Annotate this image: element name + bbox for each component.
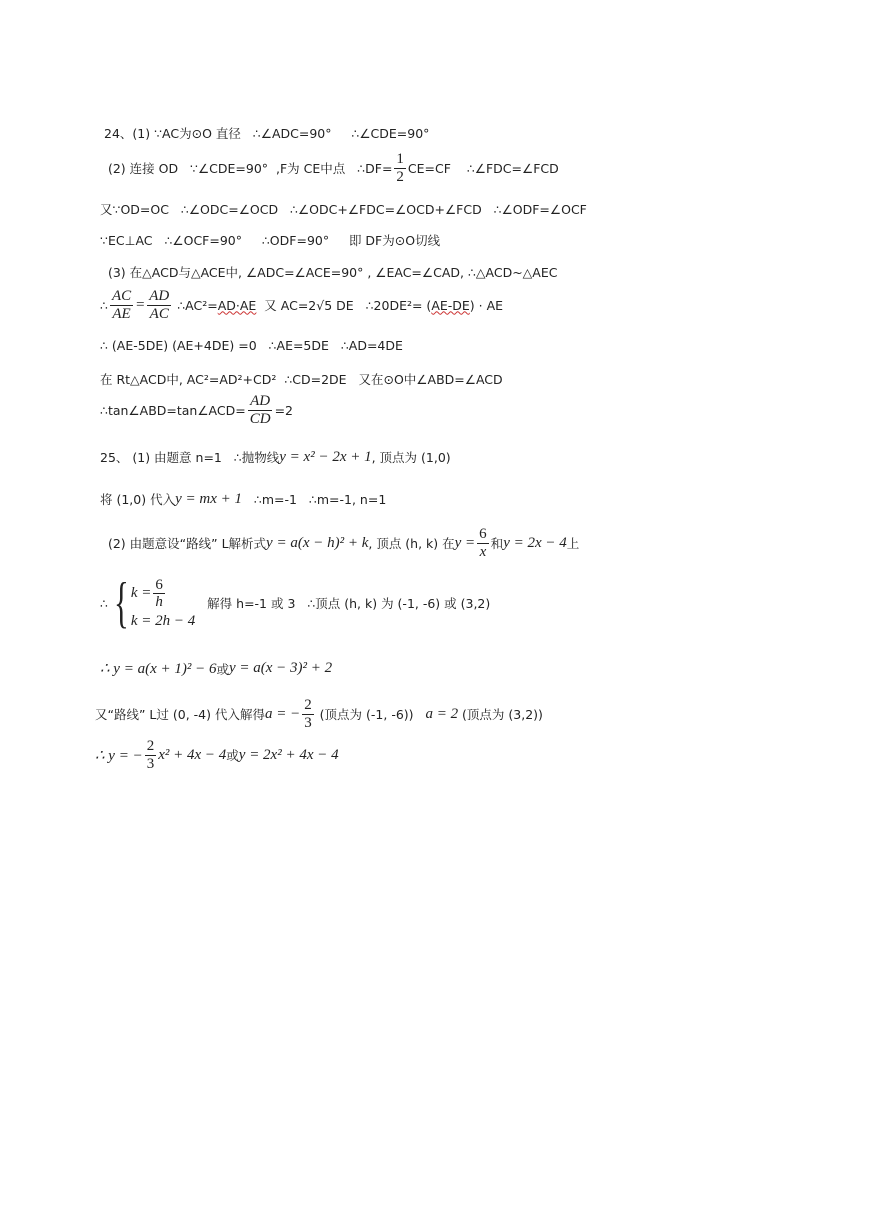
fraction-denominator: 2 [396,168,404,185]
equation-system [108,572,196,634]
spellcheck-underlined-text: AE-DE [431,297,470,313]
parabola-equation: y = x² − 2x + 1 [279,448,372,465]
fraction-one-half [394,151,406,185]
or-text: 或 [216,661,229,677]
fraction-ad-over-ac [147,288,171,322]
q25-part2-text-a: (2) 由题意设“路线” L解析式 [104,536,267,551]
q25-line6-text-a: 又“路线” L过 (0, -4) 代入解得 [95,707,265,722]
fraction-denominator: AE [112,305,131,322]
q24-line6-mid2: 又 AC=2√5 DE ∴20DE²= ( [256,298,432,313]
fraction-six-over-x [477,526,489,560]
system-rows [131,577,195,630]
a-equals-two: a = 2 [425,705,459,722]
q25-line-6 [95,697,543,731]
fraction-numerator: 2 [146,738,155,754]
q24-line6-end: ) · AE [469,297,504,313]
route-solution-2: y = a(x − 3)² + 2 [228,660,333,676]
q24-part3-text: (3) 在△ACD与△ACE中, ∠ADC=∠ACE=90° , ∠EAC=∠CAD, ∴△ACD~△AEC [104,265,558,280]
fraction-denominator: 3 [304,714,312,731]
fraction-two-thirds [302,697,314,731]
q25-part1-text-b: , 顶点为 (1,0) [371,450,451,465]
q24-line9-end: =2 [274,402,293,418]
fraction-six-over-h [153,577,165,611]
q24-line6-mid1: ∴AC²= [173,297,218,313]
fraction-numerator: AD [149,288,170,304]
q24-line-1 [104,124,429,142]
spellcheck-underlined-text: AD·AE [217,297,257,313]
equals-sign: = [135,296,146,313]
q25-part2-and: 和 [490,536,504,551]
fraction-numerator: 1 [396,151,404,167]
q24-part1-text: 24、(1) ∵AC为⊙O 直径 ∴∠ADC=90° ∴∠CDE=90° [104,126,430,141]
system-row-1 [131,577,195,611]
q24-line-6 [100,288,503,322]
q25-line-4 [100,572,491,634]
linear-equation: y = 2x − 4 [503,534,567,551]
fraction-denominator: h [155,594,163,610]
q25-line6-text-c: (顶点为 (3,2)) [458,707,543,722]
system-row-2: k = 2h − 4 [130,612,196,629]
system-row-1-lhs: k = [130,585,152,601]
q25-line2-text-b: ∴m=-1 ∴m=-1, n=1 [242,491,387,507]
fraction-numerator: AD [250,393,271,409]
hyperbola-y-equals: y = [454,534,476,551]
q24-line-3 [100,200,587,218]
fraction-numerator: 2 [304,697,312,713]
q24-line-7 [100,338,403,353]
q25-line-2 [100,490,386,508]
therefore-symbol: ∴ [100,595,108,611]
q25-line4-text: 解得 h=-1 或 3 ∴顶点 (h, k) 为 (-1, -6) 或 (3,2) [195,596,491,611]
q24-line-4 [100,231,440,249]
line-equation: y = mx + 1 [175,490,242,507]
q24-line-2 [104,151,559,185]
q24-line-5 [104,263,557,281]
q24-part2-text-a: (2) 连接 OD ∵∠CDE=90° ,F为 CE中点 ∴DF= [104,161,393,176]
q24-line9-prefix: ∴tan∠ABD=tan∠ACD= [100,402,246,418]
fraction-numerator: 6 [479,526,487,542]
q24-part2-text-b: CE=CF ∴∠FDC=∠FCD [407,160,559,176]
fraction-two-thirds [145,738,157,772]
q24-line4-text: ∵EC⊥AC ∴∠OCF=90° ∴ODF=90° 即 DF为⊙O切线 [100,233,441,248]
fraction-ad-over-cd [248,393,273,427]
fraction-numerator: 6 [155,576,163,593]
fraction-numerator: AC [111,288,132,304]
fraction-denominator: 3 [146,755,155,772]
fraction-denominator: CD [249,410,271,427]
q25-part2-text-b: , 顶点 (h, k) 在 [368,536,455,551]
or-text: 或 [226,748,239,763]
q24-line-9 [100,393,293,427]
q25-part2-text-d: 上 [566,536,580,551]
a-equals-negative: a = − [264,705,301,722]
final-answer-2: y = 2x² + 4x − 4 [238,746,339,763]
final-answer-1: x² + 4x − 4 [158,746,227,763]
fraction-denominator: AC [149,305,169,322]
q25-line6-text-b: (顶点为 (-1, -6)) [315,707,426,722]
q25-line-5 [100,659,332,678]
q25-line2-text-a: 将 (1,0) 代入 [100,492,176,507]
fraction-ac-over-ae [110,288,133,322]
final-answer-prefix: ∴ y = − [95,747,143,764]
fraction-denominator: x [479,543,487,560]
q24-line7-text: ∴ (AE-5DE) (AE+4DE) =0 ∴AE=5DE ∴AD=4DE [100,338,403,353]
q24-line3-text: 又∵OD=OC ∴∠ODC=∠OCD ∴∠ODC+∠FDC=∠OCD+∠FCD ∴∠ODF=∠OCF [100,202,587,217]
left-brace-icon: { [114,572,129,634]
route-solution-1: ∴ y = a(x + 1)² − 6 [100,661,217,677]
q25-line-1 [100,448,451,466]
q25-line-3 [104,526,579,560]
route-equation: y = a(x − h)² + k [266,534,369,551]
q25-line-7 [95,738,339,772]
q24-line-8 [100,370,503,388]
therefore-symbol: ∴ [100,297,108,313]
q25-part1-text-a: 25、 (1) 由题意 n=1 ∴抛物线 [100,450,280,465]
q24-line8-text: 在 Rt△ACD中, AC²=AD²+CD² ∴CD=2DE 又在⊙O中∠ABD=∠ACD [100,372,503,387]
